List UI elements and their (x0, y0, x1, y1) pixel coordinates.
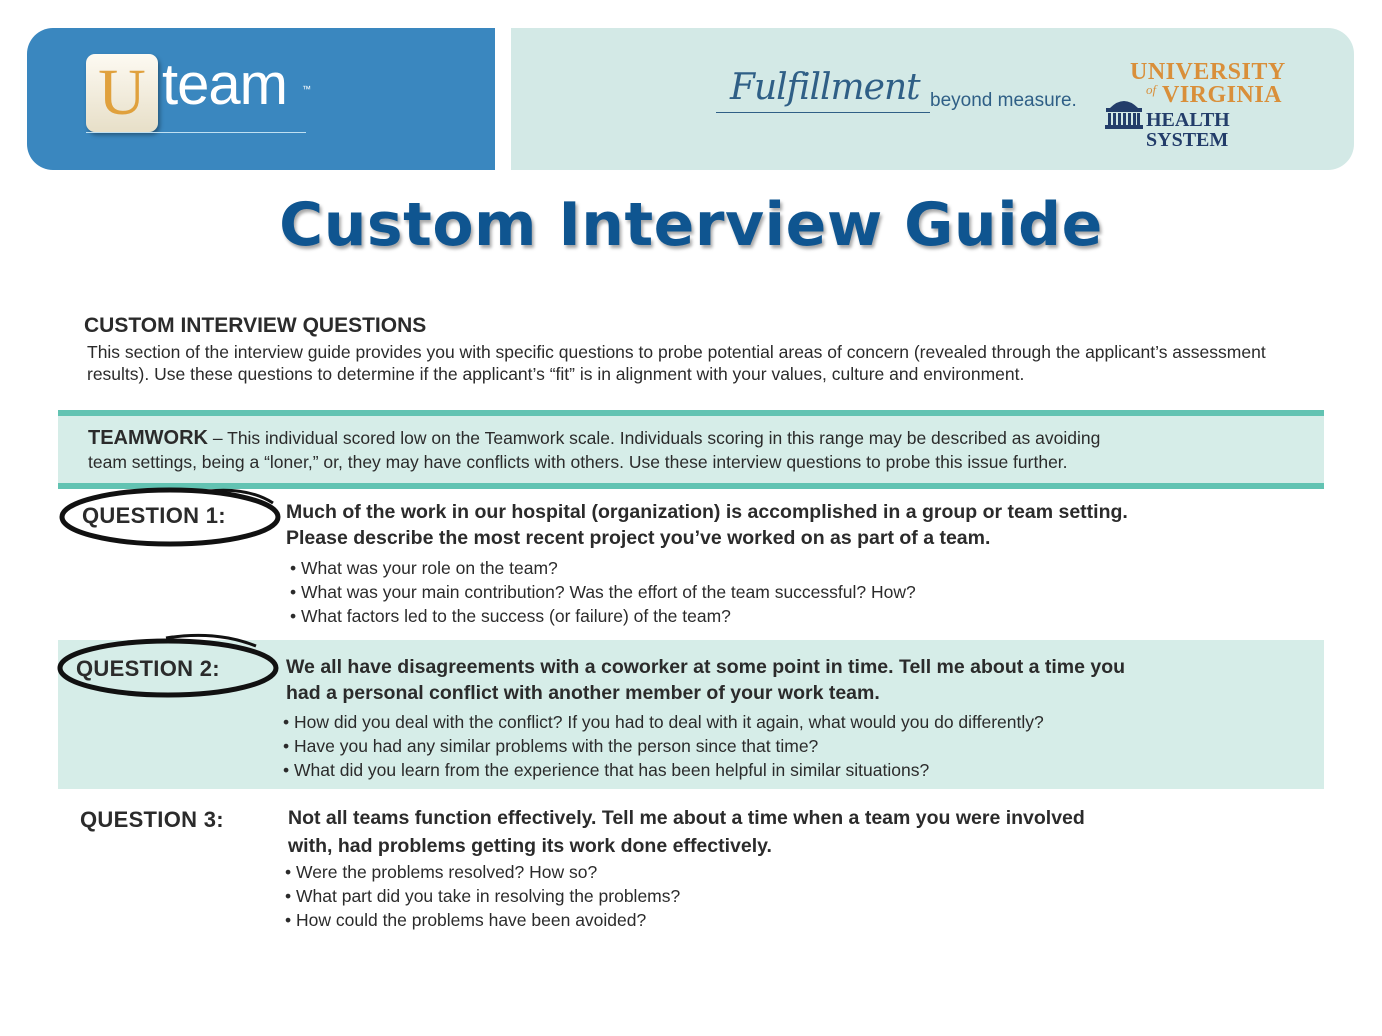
section-heading: CUSTOM INTERVIEW QUESTIONS (84, 314, 427, 337)
uva-university-text: UNIVERSITY (1130, 59, 1286, 85)
question-1-bullets (290, 556, 916, 628)
list-item: • What part did you take in resolving the problems? (285, 884, 680, 908)
tagline-script: Fulfillment (730, 67, 920, 108)
question-3-bullets (285, 860, 680, 932)
question-3-title (288, 804, 1085, 860)
question-2-title-line2: had a personal conflict with another member of your work team. (286, 682, 880, 704)
list-item: • What was your role on the team? (290, 556, 916, 580)
list-item: • Have you had any similar problems with the person since that time? (283, 734, 1044, 758)
uteam-logo-letter: U (98, 56, 146, 129)
tagline-rest: beyond measure. (930, 90, 1077, 111)
scale-description-line1: – This individual scored low on the Teamwork scale. Individuals scoring in this range may be described as avoiding (207, 428, 1101, 448)
scale-description-line2: team settings, being a “loner,” or, they may have conflicts with others. Use these interview questions to probe this issue further. (88, 452, 1068, 472)
list-item: • Were the problems resolved? How so? (285, 860, 680, 884)
fulfillment-tagline (716, 67, 1096, 120)
question-1-title-line1: Much of the work in our hospital (organization) is accomplished in a group or team setting. (286, 501, 1128, 523)
uteam-logo-trademark: ™ (302, 84, 311, 94)
teamwork-scale-box (58, 416, 1324, 483)
question-2-title (286, 654, 1125, 706)
list-item: • What did you learn from the experience that has been helpful in similar situations? (283, 758, 1044, 782)
tagline-underline (716, 112, 930, 113)
question-1-title-line2: Please describe the most recent project you’ve worked on as part of a team. (286, 527, 991, 549)
question-3-label: QUESTION 3: (80, 807, 224, 832)
page-title: Custom Interview Guide (279, 190, 1103, 260)
uteam-logo (86, 52, 326, 138)
question-2-bullets (283, 710, 1044, 782)
list-item: • How could the problems have been avoided? (285, 908, 680, 932)
uva-health-system-text: HEALTH SYSTEM (1146, 109, 1230, 151)
list-item: • How did you deal with the conflict? If you had to deal with it again, what would you do differently? (283, 710, 1044, 734)
list-item: • What was your main contribution? Was the effort of the team successful? How? (290, 580, 916, 604)
list-item: • What factors led to the success (or failure) of the team? (290, 604, 916, 628)
uva-health-system-logo (1104, 59, 1300, 151)
rotunda-icon (1104, 94, 1144, 130)
question-1-label: QUESTION 1: (82, 503, 226, 528)
scale-name: TEAMWORK (88, 427, 208, 449)
uva-of-text: of (1146, 82, 1157, 97)
uteam-logo-word: team (162, 52, 287, 117)
teamwork-scale-text (88, 426, 1324, 474)
question-3-title-line1: Not all teams function effectively. Tell me about a time when a team you were involved (288, 807, 1085, 829)
question-2-label: QUESTION 2: (76, 656, 220, 681)
uva-virginia-text: VIRGINIA (1162, 82, 1283, 108)
section-intro: This section of the interview guide provides you with specific questions to probe potential areas of concern (revealed through the applicant’s assessment results). Use these questions to determine if the applicant’s “fit” is in alignment with your values, culture and environment. (87, 342, 1266, 384)
question-2-title-line1: We all have disagreements with a coworker at some point in time. Tell me about a time you (286, 656, 1126, 678)
uteam-logo-tile (86, 54, 158, 132)
uteam-logo-underline (86, 132, 306, 133)
question-3-title-line2: with, had problems getting its work done effectively. (288, 835, 772, 857)
question-1-title (286, 499, 1128, 551)
